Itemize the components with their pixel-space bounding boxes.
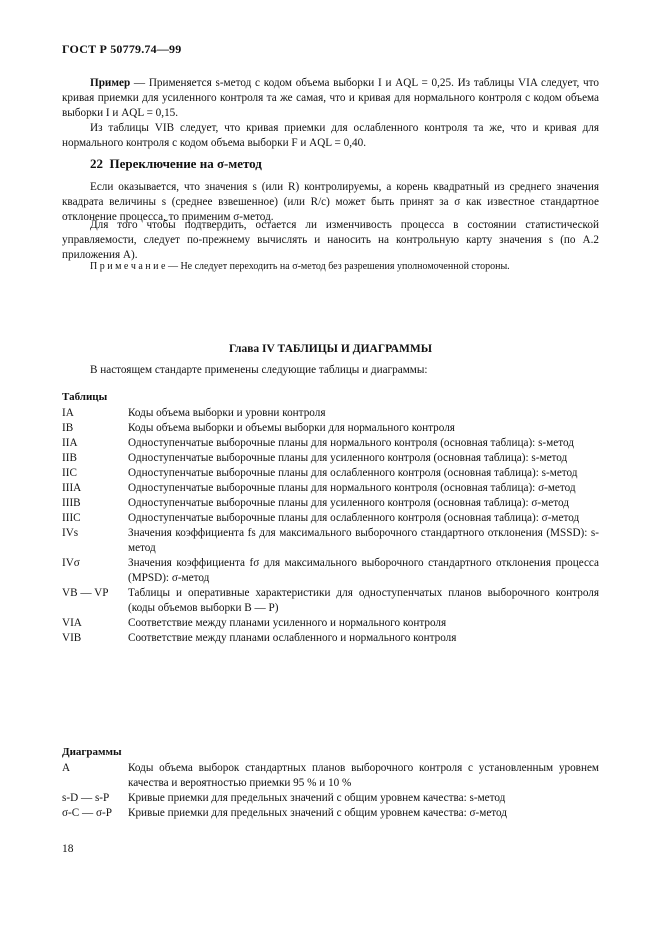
tables-heading: Таблицы	[62, 391, 108, 403]
note-label: П р и м е ч а н и е	[90, 261, 166, 272]
list-item: IB Коды объема выборки и объемы выборки для нормального контроля	[62, 422, 455, 434]
list-item: σ-C — σ-P Кривые приемки для предельных значений с общим уровнем качества: σ-метод	[62, 807, 508, 819]
list-item: IVσ Значения коэффициента fσ для максимального выборочного стандартного отклонения процесса (MPSD): σ-метод	[62, 557, 599, 584]
lead-sentence: В настоящем стандарте применены следующие таблицы и диаграммы:	[90, 364, 428, 376]
section-heading	[90, 156, 262, 172]
list-item: VIB Соответствие между планами ослабленного и нормального контроля	[62, 632, 457, 644]
list-item: IIIC Одноступенчатые выборочные планы для ослабленного контроля (основная таблица): σ-метод	[62, 512, 580, 524]
list-item: A Коды объема выборок стандартных планов выборочного контроля с установленным уровнем качества и вероятностью приемки 95 % и 10 %	[62, 762, 599, 789]
tables-list	[62, 406, 599, 646]
example-label: Пример	[90, 77, 131, 89]
diagrams-heading: Диаграммы	[62, 746, 122, 758]
list-item: IIIA Одноступенчатые выборочные планы для нормального контроля (основная таблица): σ-метод	[62, 482, 576, 494]
paragraph-switching: Если оказывается, что значения s (или R) контролируемы, а корень квадратный из среднего значения квадрата величины s (среднее взвешенное) (или R/c) может быть принят за σ как известное стандартное отклонение процесса, то применим σ-метод.	[62, 181, 599, 223]
diagrams-list	[62, 761, 599, 821]
paragraph-vib: Из таблицы VIB следует, что кривая приемки для ослабленного контроля та же, что и кривая для нормального контроля с кодом объема выборки F и AQL = 0,40.	[62, 122, 599, 149]
example-paragraph	[62, 76, 599, 121]
note-paragraph	[90, 260, 600, 274]
list-item: s-D — s-P Кривые приемки для предельных значений с общим уровнем качества: s-метод	[62, 792, 506, 804]
list-item: IIC Одноступенчатые выборочные планы для ослабленного контроля (основная таблица): s-метод	[62, 467, 578, 479]
list-item: IIIB Одноступенчатые выборочные планы для усиленного контроля (основная таблица): σ-метод	[62, 497, 569, 509]
page-number: 18	[62, 843, 74, 855]
paragraph-verification: Для того чтобы подтвердить, остается ли изменчивость процесса в состоянии статистической управляемости, следует по-прежнему вычислять и наносить на контрольную карту значения s (по А.2 приложения А).	[62, 219, 599, 261]
example-text: — Применяется s-метод с кодом объема выборки I и AQL = 0,25. Из таблицы VIA следует, что кривая приемки для усиленного контроля та же самая, что и кривая для нормального контроля с кодом объема выборки I и AQL = 0,15.	[62, 77, 599, 119]
note-text: — Не следует переходить на σ-метод без разрешения уполномоченной стороны.	[165, 261, 510, 272]
list-item: VIA Соответствие между планами усиленного и нормального контроля	[62, 617, 447, 629]
chapter-title: Глава IV ТАБЛИЦЫ И ДИАГРАММЫ	[228, 343, 432, 355]
section-number: 22	[90, 156, 103, 171]
section-title: Переключение на σ-метод	[109, 156, 262, 171]
list-item: IVs Значения коэффициента fs для максимального выборочного стандартного отклонения (MSSD): s-метод	[62, 527, 599, 554]
list-item: IA Коды объема выборки и уровни контроля	[62, 407, 326, 419]
list-item: IIA Одноступенчатые выборочные планы для нормального контроля (основная таблица): s-метод	[62, 437, 574, 449]
running-header: ГОСТ Р 50779.74—99	[62, 42, 182, 56]
list-item: IIB Одноступенчатые выборочные планы для усиленного контроля (основная таблица): s-метод	[62, 452, 568, 464]
list-item: VB — VP Таблицы и оперативные характеристики для одноступенчатых планов выборочного контроля (коды объемов выборки B — P)	[62, 587, 599, 614]
